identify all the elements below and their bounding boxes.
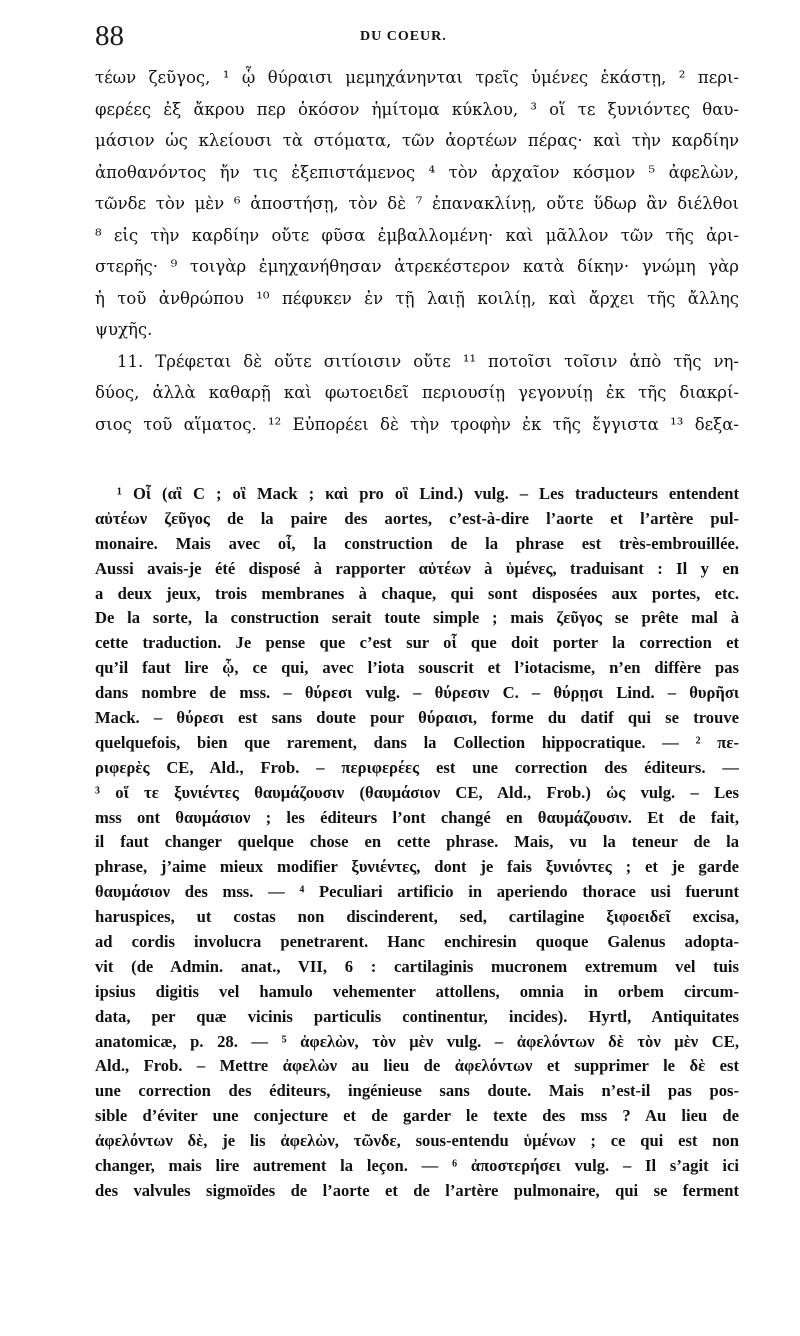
greek-text-line: ἡ τοῦ ἀνθρώπου ¹⁰ πέφυκεν ἐν τῇ λαιῇ κοιλίῃ, καὶ ἄρχει τῆς ἄλλης [95, 288, 739, 308]
footnote-line: des valvules sigmoïdes de l’aorte et de l’artère pulmonaire, qui se ferment [95, 1180, 739, 1200]
greek-text-line: ἀποθανόντος ἤν τις ἐξεπιστάμενος ⁴ τὸν ἀρχαῖον κόσμον ⁵ ἀφελὼν, [95, 162, 739, 182]
footnote-line: De la sorte, la construction serait toute simple ; mais ζεῦγος se prête mal à [95, 608, 739, 628]
greek-section-11-start: 11. Τρέφεται δὲ οὔτε σιτίοισιν οὔτε ¹¹ ποτοῖσι τοῖσιν ἀπὸ τῆς νη- [117, 351, 739, 371]
greek-text-line: μάσιον ὡς κλείουσι τὰ στόματα, τῶν ἀορτέων πέρας· καὶ τὴν καρδίην [95, 131, 739, 150]
footnote-line: phrase, j’aime mieux modifier ξυνιέντες, dont je fais ξυνιόντες ; et je garde [95, 857, 739, 877]
greek-text-line: σιος τοῦ αἵματος. ¹² Εὐπορέει δὲ τὴν τροφὴν ἐκ τῆς ἔγγιστα ¹³ δεξα- [95, 414, 739, 434]
running-title: DU COEUR. [360, 29, 447, 44]
greek-text-line: τέων ζεῦγος, ¹ ᾧ θύραισι μεμηχάνηνται τρεῖς ὑμένες ἑκάστῃ, ² περι- [95, 68, 739, 87]
footnote-line: anatomicæ, p. 28. — ⁵ ἀφελὼν, τὸν μὲν vulg. – ἀφελόντων δὲ τὸν μὲν CE, [95, 1031, 739, 1051]
footnote-line: ipsius digitis vel hamulo vehementer attollens, omnia in orbem circum- [95, 981, 739, 1001]
footnote-line: Ald., Frob. – Mettre ἀφελὼν au lieu de ἀφελόντων et supprimer le δὲ est [95, 1056, 739, 1076]
footnote-line: une correction des éditeurs, ingénieuse sans doute. Mais n’est-il pas pos- [95, 1081, 739, 1101]
greek-text-line: στερῆς· ⁹ τοιγὰρ ἐμηχανήθησαν ἀτρεκέστερον κατὰ δίκην· γνώμη γὰρ [95, 257, 739, 276]
footnote-line: αὐτέων ζεῦγος de la paire des aortes, c’est-à-dire l’aorte et l’artère pul- [95, 508, 739, 528]
footnote-line: ¹ Οἷ (αἳ C ; οἳ Mack ; καὶ pro οἳ Lind.) vulg. – Les traducteurs entendent [117, 484, 739, 503]
greek-text-line: φερέες ἐξ ἄκρου περ ὁκόσον ἡμίτομα κύκλου, ³ οἵ τε ξυνιόντες θαυ- [95, 99, 739, 119]
greek-main-text [95, 62, 739, 440]
greek-text-line: ψυχῆς. [95, 320, 153, 339]
footnote-line: changer, mais lire autrement la leçon. — ⁶ ἀποστερήσει vulg. – Il s’agit ici [95, 1156, 739, 1176]
footnotes [95, 482, 739, 1204]
footnote-line: mss ont θαυμάσιον ; les éditeurs l’ont changé en θαυμάζουσιν. Et de fait, [95, 807, 739, 827]
greek-text-line: ⁸ εἰς τὴν καρδίην οὔτε φῦσα ἐμβαλλομένη· καὶ μᾶλλον τῶν τῆς ἀρι- [95, 225, 739, 245]
greek-text-line: δύος, ἀλλὰ καθαρῇ καὶ φωτοειδεῖ περιουσίῃ γεγονυίῃ ἐκ τῆς διακρί- [95, 383, 739, 402]
footnote-line: monaire. Mais avec οἷ, la construction de la phrase est très-embrouillée. [95, 533, 739, 553]
footnote-line: dans nombre de mss. – θύρεσι vulg. – θύρεσιν C. – θύρῃσι Lind. – θυρῆσι [95, 683, 739, 703]
footnote-line: Aussi avais-je été disposé à rapporter αὐτέων à ὑμένες, traduisant : Il y en [95, 558, 739, 578]
footnote-line: sible d’éviter une conjecture et de garder le texte des mss ? Au lieu de [95, 1106, 739, 1126]
footnote-line: ἀφελόντων δὲ, je lis ἀφελὼν, τῶνδε, sous-entendu ὑμένων ; ce qui est non [95, 1131, 739, 1151]
footnote-line: haruspices, ut costas non discinderent, sed, cartilagine ξιφοειδεῖ excisa, [95, 907, 739, 927]
page-header [95, 18, 738, 54]
footnote-line: data, per quæ vicinis particulis continentur, incides). Hyrtl, Antiquitates [95, 1006, 739, 1026]
footnote-line: ριφερὲς CE, Ald., Frob. – περιφερέες est une correction des éditeurs. — [95, 757, 739, 777]
footnote-line: ad cordis involucra penetrarent. Hanc enchiresin quoque Galenus adopta- [95, 932, 739, 952]
footnote-line: il faut changer quelque chose en cette phrase. Mais, vu la teneur de la [95, 832, 739, 852]
page-number: 88 [95, 20, 124, 52]
footnote-line: quelquefois, bien que rarement, dans la Collection hippocratique. — ² πε- [95, 732, 739, 752]
footnote-line: a deux jeux, trois membranes à chaque, qui sont disposées aux portes, etc. [95, 583, 739, 603]
greek-text-line: τῶνδε τὸν μὲν ⁶ ἀποστήσῃ, τὸν δὲ ⁷ ἐπανακλίνῃ, οὔτε ὕδωρ ἂν διέλθοι [95, 194, 739, 213]
footnote-line: ³ οἵ τε ξυνιέντες θαυμάζουσιν (θαυμάσιον CE, Ald., Frob.) ὡς vulg. – Les [95, 782, 739, 802]
footnote-line: Mack. – θύρεσι est sans doute pour θύραισι, forme du datif qui se trouve [95, 708, 739, 728]
footnote-line: qu’il faut lire ᾧ, ce qui, avec l’iota souscrit et l’iotacisme, n’en diffère pas [95, 658, 739, 678]
footnote-line: θαυμάσιον des mss. — ⁴ Peculiari artificio in aperiendo thorace usi fuerunt [95, 882, 739, 902]
footnote-line: vit (de Admin. anat., VII, 6 : cartilaginis mucronem extremum vel tuis [95, 956, 739, 976]
footnote-line: cette traduction. Je pense que c’est sur οἷ que doit porter la correction et [95, 633, 739, 653]
